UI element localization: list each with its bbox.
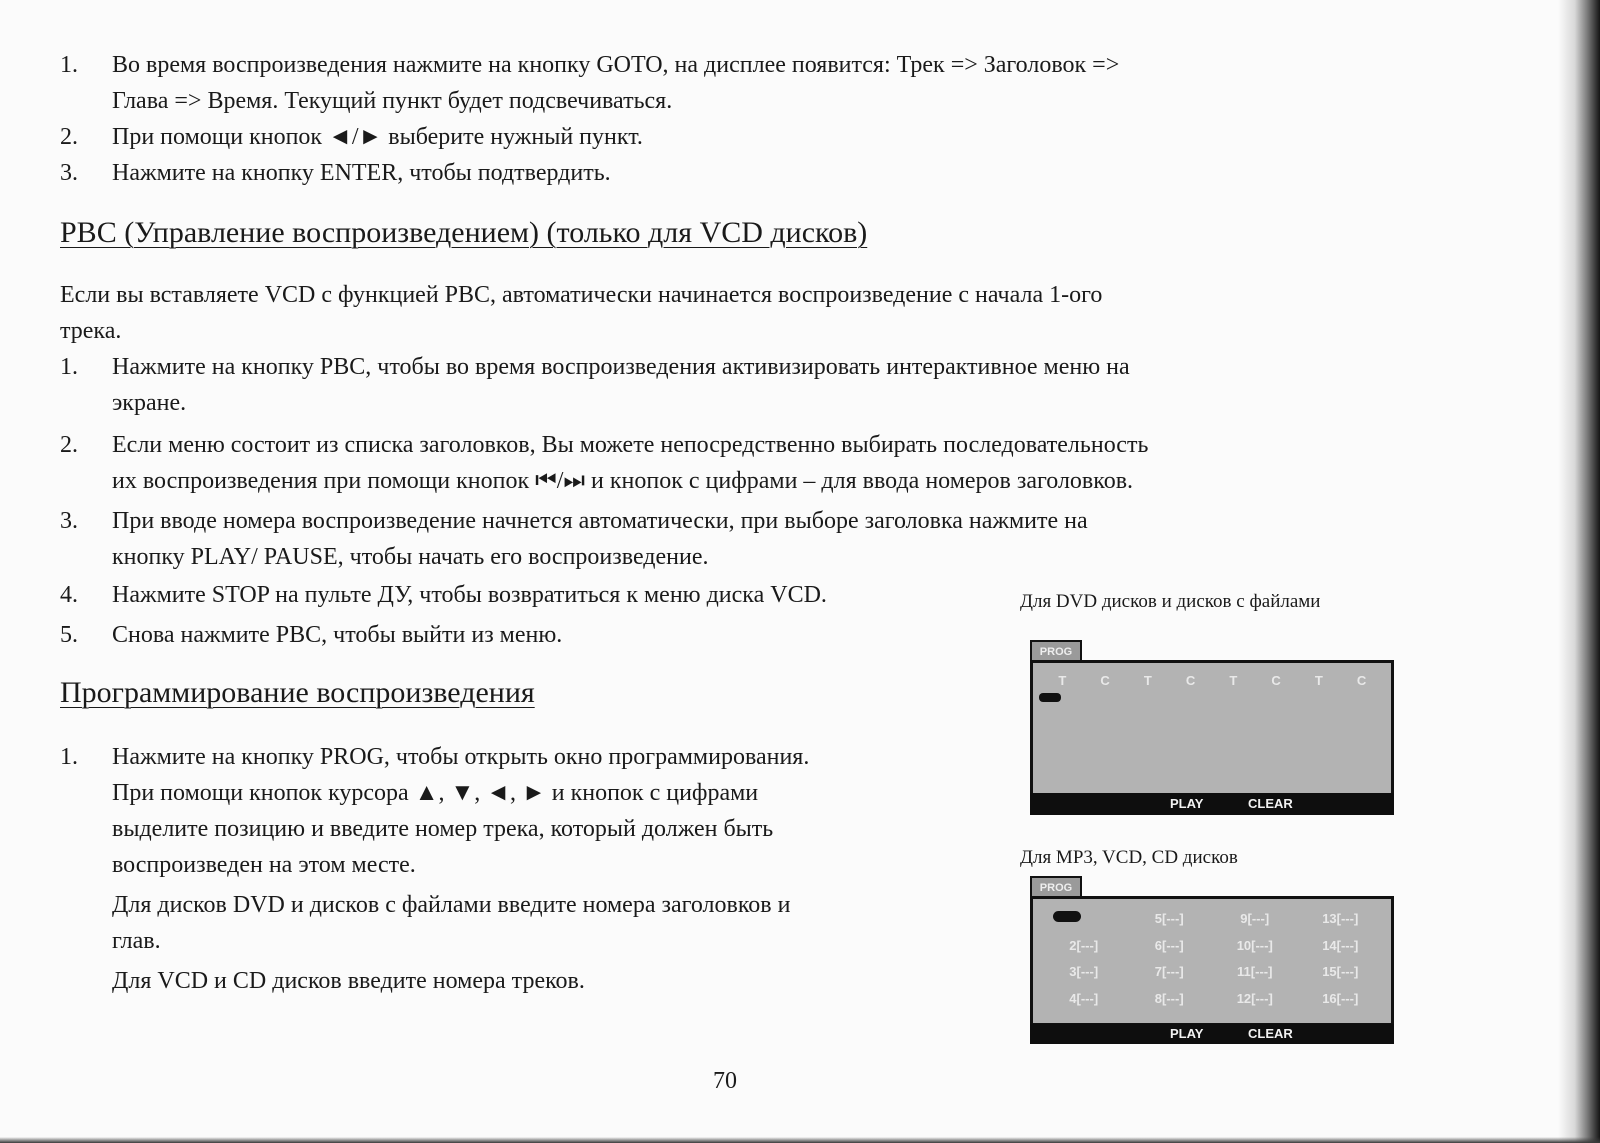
page-edge-shadow [1558, 0, 1600, 1143]
program-slot: 7[---] [1154, 964, 1184, 979]
pbc-step-1-line-1: Нажмите на кнопку PBC, чтобы во время воспроизведения активизировать интерактивное меню на [112, 354, 1130, 380]
program-controls-bar [1030, 1024, 1394, 1044]
program-slot: 13[---] [1322, 911, 1359, 926]
pbc-intro-line-1: Если вы вставляете VCD с функцией PBC, автоматически начинается воспроизведение с начала 1-ого [60, 282, 1103, 308]
pbc-step-4-number: 4. [60, 582, 78, 608]
column-header: C [1185, 673, 1196, 688]
clear-label: CLEAR [1248, 1026, 1293, 1041]
program-slot: 12[---] [1236, 990, 1273, 1006]
pbc-intro-line-2: трека. [60, 318, 122, 344]
mp3-program-screen [1030, 876, 1394, 1046]
pbc-step-5-line-1: Снова нажмите PBC, чтобы выйти из меню. [112, 622, 563, 648]
prog-tab: PROG [1030, 876, 1082, 898]
program-slot: 10[---] [1236, 937, 1273, 953]
goto-step-2-line-1: При помощи кнопок ◄/► выберите нужный пункт. [112, 124, 643, 150]
goto-step-1-line-1: Во время воспроизведения нажмите на кнопку GOTO, на дисплее появится: Трек => Заголовок => [112, 52, 1120, 78]
program-slot: 3[---] [1069, 964, 1099, 979]
pbc-step-3-number: 3. [60, 508, 78, 534]
program-slot: 2[---] [1069, 937, 1099, 953]
column-header: C [1356, 673, 1367, 688]
pbc-step-4-line-1: Нажмите STOP на пульте ДУ, чтобы возвратиться к меню диска VCD. [112, 582, 827, 608]
goto-step-3-number: 3. [60, 160, 78, 186]
mp3-screen-caption: Для MP3, VCD, CD дисков [1020, 847, 1238, 868]
program-slot: 15[---] [1322, 964, 1359, 979]
pbc-step-2-line-1: Если меню состоит из списка заголовков, Вы можете непосредственно выбирать последовательность [112, 432, 1149, 458]
column-header: T [1229, 673, 1238, 688]
goto-step-1-line-2: Глава => Время. Текущий пункт будет подсвечиваться. [112, 88, 673, 114]
program-panel [1030, 660, 1394, 796]
program-slot: 6[---] [1154, 937, 1184, 953]
column-header: T [1314, 673, 1323, 688]
page-bottom-shadow [0, 1137, 1600, 1143]
selection-cursor [1039, 693, 1061, 702]
column-header: T [1143, 673, 1152, 688]
pbc-step-2-line-2: их воспроизведения при помощи кнопок ⏮/⏭ и кнопок с цифрами – для ввода номеров заголовков. [112, 468, 1134, 494]
program-step-1-number: 1. [60, 744, 78, 770]
program-controls-bar [1030, 793, 1394, 815]
program-slot: 9[---] [1240, 911, 1270, 926]
program-step-1-line-5: Для дисков DVD и дисков с файлами введите номера заголовков и [112, 892, 791, 918]
program-slot: 14[---] [1322, 937, 1359, 953]
pbc-heading: PBC (Управление воспроизведением) (только для VCD дисков) [60, 216, 868, 249]
selection-cursor [1053, 911, 1081, 922]
program-step-1-line-2: При помощи кнопок курсора ▲, ▼, ◄, ► и кнопок с цифрами [112, 780, 759, 806]
program-step-1-line-4: воспроизведен на этом месте. [112, 852, 416, 878]
pbc-step-3-line-2: кнопку PLAY/ PAUSE, чтобы начать его воспроизведение. [112, 544, 709, 570]
program-panel [1030, 896, 1394, 1026]
program-slot: 5[---] [1154, 911, 1184, 926]
dvd-screen-caption: Для DVD дисков и дисков с файлами [1020, 591, 1321, 612]
clear-label: CLEAR [1248, 796, 1293, 811]
program-slot: 16[---] [1322, 990, 1359, 1006]
program-step-1-line-6: глав. [112, 928, 161, 954]
program-heading: Программирование воспроизведения [60, 676, 535, 709]
play-label: PLAY [1170, 1026, 1204, 1041]
play-label: PLAY [1170, 796, 1204, 811]
program-slot: 4[---] [1069, 990, 1099, 1006]
goto-step-1-number: 1. [60, 52, 78, 78]
program-step-1-line-3: выделите позицию и введите номер трека, который должен быть [112, 816, 774, 842]
pbc-step-3-line-1: При вводе номера воспроизведение начнется автоматически, при выборе заголовка нажмите на [112, 508, 1088, 534]
page-number: 70 [713, 1068, 737, 1094]
pbc-step-2-number: 2. [60, 432, 78, 458]
program-slot: 11[---] [1237, 964, 1273, 979]
prog-tab: PROG [1030, 640, 1082, 662]
column-header: C [1271, 673, 1281, 688]
program-step-1-line-1: Нажмите на кнопку PROG, чтобы открыть окно программирования. [112, 744, 810, 770]
goto-step-3-line-1: Нажмите на кнопку ENTER, чтобы подтвердить. [112, 160, 611, 186]
dvd-program-screen [1030, 640, 1394, 818]
goto-step-2-number: 2. [60, 124, 78, 150]
program-slot: 8[---] [1154, 990, 1184, 1006]
pbc-step-5-number: 5. [60, 622, 78, 648]
pbc-step-1-line-2: экране. [112, 390, 187, 416]
column-header: T [1058, 673, 1067, 688]
program-step-1-line-7: Для VCD и CD дисков введите номера треков. [112, 968, 585, 994]
column-header: C [1100, 673, 1110, 688]
pbc-step-1-number: 1. [60, 354, 78, 380]
